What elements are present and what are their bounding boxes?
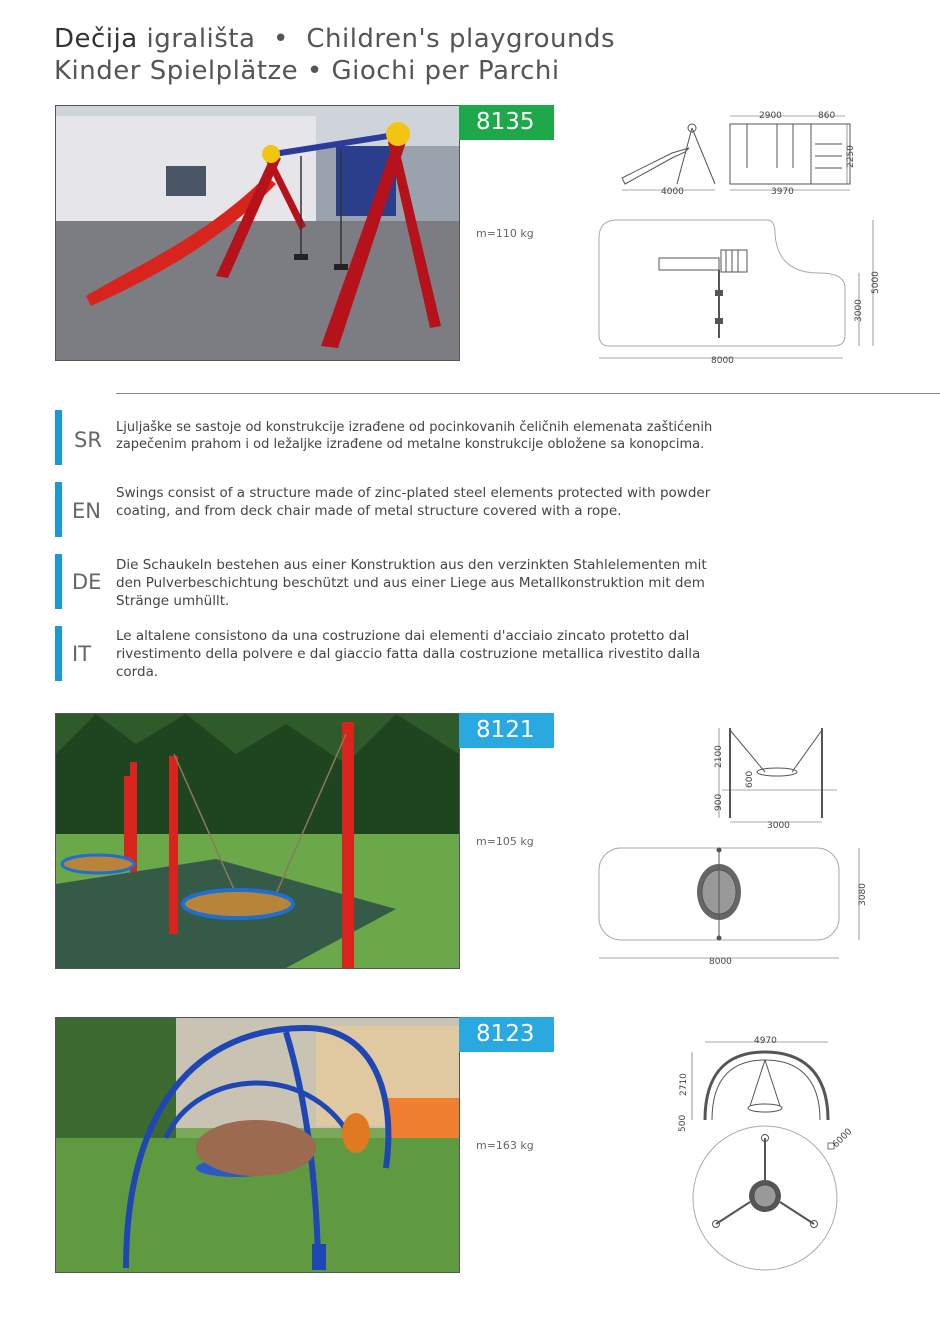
dim-2900: 2900 — [759, 111, 782, 121]
page-title-line-1 — [54, 24, 615, 54]
lang-bar-it — [55, 626, 62, 681]
dim-8000: 8000 — [709, 957, 732, 967]
dim-600: 600 — [745, 770, 755, 788]
description-de: Die Schaukeln bestehen aus einer Konstruktion aus den verzinkten Stahlelementen mit den Pulverbeschichtung beschützt und aus einer Liege aus Metallkonstruktion mit dem Stränge umhüllt. — [116, 557, 707, 609]
dim-500: 500 — [678, 1114, 688, 1132]
dim-2250: 2250 — [846, 145, 856, 168]
dim-8000: 8000 — [711, 356, 734, 366]
dim-3080: 3080 — [858, 883, 868, 906]
title-strong: Dečija — [54, 24, 138, 54]
dim-860: 860 — [818, 111, 836, 121]
technical-drawing-8121 — [597, 720, 887, 970]
product-mass-8135: m=110 kg — [476, 227, 534, 240]
technical-drawing-8135 — [597, 108, 887, 368]
description-it: Le altalene consistono da una costruzione dai elementi d'acciaio zincato protetto dal rivestimento della polvere e dal giaccio fatta dalla costruzione metallica rivestito dalla corda. — [116, 628, 701, 680]
product-code-badge-8121: 8121 — [459, 713, 554, 748]
product-code-badge-8123: 8123 — [459, 1017, 554, 1052]
product-photo-8135 — [55, 105, 460, 361]
lang-bar-de — [55, 554, 62, 609]
dim-2710: 2710 — [679, 1073, 689, 1096]
description-en: Swings consist of a structure made of zinc-plated steel elements protected with powder coating, and from deck chair made of metal structure covered with a rope. — [116, 485, 711, 519]
lang-bar-sr — [55, 410, 62, 465]
technical-drawing-8123 — [670, 1030, 870, 1275]
dim-6000: 6000 — [831, 1126, 855, 1151]
section-divider — [116, 393, 940, 394]
product-photo-8121 — [55, 713, 460, 969]
lang-code-it: IT — [72, 642, 92, 666]
lang-bar-en — [55, 482, 62, 537]
title-rest: igrališta • Children's playgrounds — [146, 24, 616, 54]
dim-3000: 3000 — [854, 299, 864, 322]
dim-3970: 3970 — [771, 187, 794, 197]
dim-4000: 4000 — [661, 187, 684, 197]
dim-5000: 5000 — [871, 271, 881, 294]
dim-4970: 4970 — [754, 1036, 777, 1046]
dim-2100: 2100 — [714, 745, 724, 768]
page-title-line-2: Kinder Spielplätze • Giochi per Parchi — [54, 56, 560, 86]
lang-code-en: EN — [72, 499, 101, 523]
product-code-badge-8135: 8135 — [459, 105, 554, 140]
dim-900: 900 — [714, 793, 724, 811]
product-mass-8123: m=163 kg — [476, 1139, 534, 1152]
dim-3000: 3000 — [767, 821, 790, 831]
product-photo-8123 — [55, 1017, 460, 1273]
lang-code-sr: SR — [74, 428, 102, 452]
product-mass-8121: m=105 kg — [476, 835, 534, 848]
description-sr: Ljuljaške se sastoje od konstrukcije izrađene od pocinkovanih čeličnih elemenata zaštićenih zapečenim prahom i od ležaljke izrađene od metalne konstrukcije obložene sa konopcima. — [116, 420, 713, 452]
lang-code-de: DE — [72, 570, 102, 594]
